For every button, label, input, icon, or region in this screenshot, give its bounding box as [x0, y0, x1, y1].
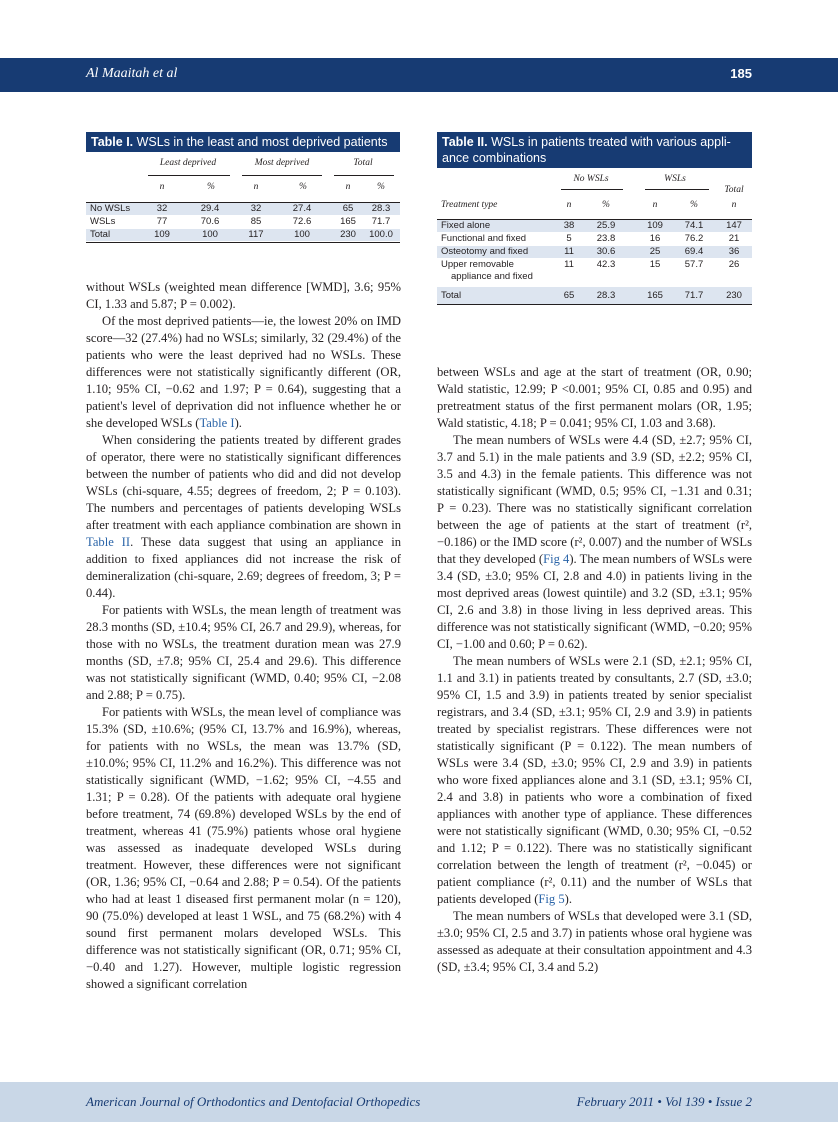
running-header-authors: Al Maaitah et al [86, 66, 178, 81]
table-2-total-label: Total [724, 185, 744, 195]
fig-5-link[interactable]: Fig 5 [538, 892, 565, 906]
table-row [437, 220, 752, 232]
table-cell: 147 [726, 220, 742, 231]
paragraph-text: The mean numbers of WSLs were 2.1 (SD, ±2.1; 95% CI, 1.1 and 3.1) in patients treated by consultants, 2.7 (SD, ±3.0; 95% CI, 1.5 and 3.9) in patients treated by senior specialist registrars, and 3.4 (SD, ±3.1; 95% CI, 2.9 and 3.9) in patients treated by specialist registrars. These differences were not statistically significant (P = 0.122). The mean numbers of WSLs were 3.4 (SD, ±3.0; 95% CI, 2.9 and 3.9) in patients who wore fixed appliances alone and 3.1 (SD, ±3.1; 95% CI, 2.4 and 3.8) in patients who wore a combination of fixed appliances with another type of appliance. These differences were not statistically significant (WMD, 0.30; 95% CI, −0.52 and 1.12; P = 0.122). There was no statistically significant correlation between the length of treatment (r², −0.045) or patient compliance (r², 0.11) and the number of WSLs that patients developed ( [437, 654, 752, 906]
table-cell: 11 [564, 246, 574, 257]
table-cell: 165 [340, 216, 356, 227]
table-cell: 117 [248, 229, 264, 240]
paragraph-text: ). [564, 892, 573, 906]
table-1-link[interactable]: Table I [199, 416, 235, 430]
table-cell: 15 [649, 259, 661, 270]
paragraph [86, 432, 401, 602]
journal-name: American Journal of Orthodontics and Dentofacial Orthopedics [86, 1094, 421, 1109]
table-row [86, 203, 400, 215]
table-2 [437, 132, 752, 301]
table-cell: 85 [250, 216, 262, 227]
paragraph: For patients with WSLs, the mean level of compliance was 15.3% (SD, ±10.6%; (95% CI, 13.7% and 16.9%), whereas, for patients with no WSLs, the mean was 13.7% (SD, ±10.0%; 95% CI, 11.2% and 16.2%). This difference was not statistically significant (WMD, −1.62; 95% CI, −4.55 and 1.31; P = 0.28). Of the patients with adequate oral hygiene before treatment, 74 (69.8%) developed WSLs by the end of treatment, whereas 41 (75.9%) patients whose oral hygiene was assessed as inadequate developed WSLs during treatment. However, these differences were not significant (OR, 1.36; 95% CI, −0.64 and 2.88; P = 0.54). Of the patients who had at least 1 diseased first permanent molar (n = 120), 90 (75.0%) developed at least 1 WSL, and 75 (68.2%) with 4 sound first permanent molars developed WSLs. This difference was not statistically significant (OR, 0.71; 95% CI, −0.40 and 1.27). However, multiple logistic regression showed a significant correlation [86, 705, 401, 991]
table-2-header [437, 168, 752, 218]
table-cell: 165 [647, 290, 663, 301]
table-cell: 76.2 [684, 233, 704, 244]
table-1-group-least: Least deprived [159, 158, 217, 168]
table-2-row-header: Treatment type [441, 200, 498, 210]
paragraph: between WSLs and age at the start of treatment (OR, 0.90; Wald statistic, 12.99; P <0.001; 95% CI, 0.85 and 0.95) and pretreatment status of the first permanent molars (OR, 1.95; Wald statistic, 4.18; P = 0.041; 95% CI, 1.03 and 3.68). [437, 365, 752, 430]
table-2-label: Table II. [442, 135, 488, 149]
table-1-sub-pct1: % [207, 182, 215, 192]
paragraph-text: . These data suggest that using an appliance in addition to fixed appliances did not increase the risk of demineralization (chi-square, 2.69; degrees of freedom, 3; P = 0.44). [86, 535, 401, 600]
paragraph-text: ). [234, 416, 242, 430]
table-cell: 69.4 [684, 246, 704, 257]
table-cell: 230 [340, 229, 356, 240]
table-cell: 100 [202, 229, 218, 240]
table-2-sub-n2: n [652, 200, 658, 210]
table-row-label: WSLs [90, 216, 116, 227]
table-cell: 70.6 [200, 216, 220, 227]
table-row [86, 216, 400, 228]
table-1-sub-n3: n [345, 182, 351, 192]
fig-4-link[interactable]: Fig 4 [543, 552, 570, 566]
table-row-label-cont: appliance and fixed [451, 271, 533, 282]
table-1-caption [86, 132, 400, 152]
table-row-label: Fixed alone [441, 220, 491, 231]
issue-info: February 2011 • Vol 139 • Issue 2 [576, 1094, 752, 1109]
left-column [86, 279, 401, 993]
table-1-group-most: Most deprived [254, 158, 310, 168]
table-cell: 74.1 [684, 220, 704, 231]
table-cell: 25 [649, 246, 661, 257]
table-cell: 32 [250, 203, 262, 214]
table-row-label: Total [441, 290, 462, 301]
table-cell: 57.7 [684, 259, 704, 270]
table-row-label: Total [90, 229, 111, 240]
table-cell: 109 [647, 220, 663, 231]
table-cell: 71.7 [371, 216, 391, 227]
table-cell: 23.8 [596, 233, 616, 244]
table-row-label: Upper removable [441, 259, 514, 270]
table-cell: 21 [728, 233, 740, 244]
table-row-label: No WSLs [90, 203, 131, 214]
paragraph: without WSLs (weighted mean difference [WMD], 3.6; 95% CI, 1.33 and 5.87; P = 0.002). [86, 280, 401, 311]
table-cell: 77 [156, 216, 168, 227]
table-2-caption [437, 132, 752, 168]
table-2-sub-n1: n [566, 200, 572, 210]
table-1 [86, 132, 400, 240]
table-cell: 42.3 [596, 259, 616, 270]
table-cell: 100 [294, 229, 310, 240]
paragraph [86, 313, 401, 432]
table-2-group-wsls: WSLs [664, 174, 686, 184]
table-cell: 16 [649, 233, 661, 244]
paragraph: For patients with WSLs, the mean length of treatment was 28.3 months (SD, ±10.4; 95% CI, 26.7 and 29.9), whereas, for those with no WSLs, the treatment duration mean was 27.9 months (SD, ±7.8; 95% CI, 25.4 and 29.6). This difference was not statistically significant (WMD, 0.40; 95% CI, −2.08 and 2.88; P = 0.75). [86, 603, 401, 702]
table-cell: 11 [564, 259, 574, 270]
table-1-sub-pct3: % [377, 182, 385, 192]
paragraph: The mean numbers of WSLs that developed were 3.1 (SD, ±3.0; 95% CI, 2.5 and 3.7) in patients whose oral hygiene was assessed as adequate at their consultation appointment and 4.3 (SD, ±3.4; 95% CI, 3.4 and 5.2) [437, 909, 752, 974]
table-cell: 28.3 [596, 290, 616, 301]
table-2-title-line2: ance combinations [442, 151, 547, 165]
table-2-link[interactable]: Table II [86, 535, 131, 549]
paragraph [437, 653, 752, 908]
table-cell: 109 [154, 229, 170, 240]
table-2-sub-n3: n [731, 200, 737, 210]
paragraph [437, 432, 752, 653]
table-cell: 25.9 [596, 220, 616, 231]
table-cell: 28.3 [371, 203, 391, 214]
paragraph-text: Of the most deprived patients—ie, the lowest 20% on IMD score—32 (27.4%) had no WSLs; similarly, 32 (29.4%) of the patients who were the least deprived had no WSLs. These differences were not statistically significantly different (OR, 1.10; 95% CI, −0.62 and 1.97; P = 0.64), suggesting that a patient's level of deprivation did not influence whether he or she developed WSLs ( [86, 314, 401, 430]
table-2-group-nowsls: No WSLs [573, 174, 609, 184]
running-header [0, 58, 838, 92]
table-2-title-line1: WSLs in patients treated with various appli- [491, 135, 731, 149]
table-1-group-total: Total [353, 158, 373, 168]
table-1-label: Table I. [91, 135, 134, 149]
running-footer [0, 1082, 838, 1122]
table-cell: 38 [563, 220, 575, 231]
page-number: 185 [730, 66, 752, 81]
table-row-label: Osteotomy and fixed [441, 246, 529, 257]
table-cell: 65 [563, 290, 575, 301]
table-cell: 100.0 [369, 229, 393, 240]
table-cell: 32 [156, 203, 168, 214]
table-cell: 230 [726, 290, 742, 301]
table-cell: 72.6 [292, 216, 312, 227]
table-cell: 26 [728, 259, 740, 270]
table-cell: 30.6 [596, 246, 616, 257]
table-row [437, 233, 752, 245]
table-1-sub-n1: n [159, 182, 165, 192]
table-cell: 36 [728, 246, 740, 257]
paragraph-text: When considering the patients treated by different grades of operator, there were no statistically significant differences between the number of patients who did and did not develop WSLs (chi-square, 4.55; degrees of freedom, 2; P = 0.103). The numbers and percentages of patients developing WSLs after treatment with each appliance combination are shown in [86, 433, 401, 532]
table-row [437, 259, 752, 285]
table-row [86, 229, 400, 241]
table-row-label: Functional and fixed [441, 233, 527, 244]
table-cell: 27.4 [292, 203, 312, 214]
table-1-sub-n2: n [253, 182, 259, 192]
table-1-title: WSLs in the least and most deprived patients [136, 135, 388, 149]
table-row [437, 246, 752, 258]
table-cell: 71.7 [684, 290, 704, 301]
right-column [437, 364, 752, 976]
table-2-sub-pct1: % [602, 200, 610, 210]
table-1-sub-pct2: % [299, 182, 307, 192]
table-row [437, 287, 752, 304]
table-2-sub-pct2: % [690, 200, 698, 210]
paragraph-text: ). The mean numbers of WSLs were 3.4 (SD, ±3.0; 95% CI, 2.8 and 4.0) in patients living in the most deprived areas (lowest quintile) and 3.2 (SD, ±3.1; 95% CI, 2.6 and 3.8) in those living in less deprived areas. This difference was not statistically significant (WMD, −0.20; 95% CI, −1.00 and 0.60; P = 0.62). [437, 552, 752, 651]
paragraph-text: The mean numbers of WSLs were 4.4 (SD, ±2.7; 95% CI, 3.7 and 5.1) in the male patients and 3.9 (SD, ±2.2; 95% CI, 3.5 and 4.3) in the female patients. This difference was not statistically significant (WMD, 0.5; 95% CI, −1.31 and 0.31; P = 0.23). There was no statistically significant correlation between the age of patients at the start of treatment (r², −0.186) or the IMD score (r², 0.007) and the number of WSLs that they developed ( [437, 433, 752, 566]
table-cell: 5 [566, 233, 572, 244]
table-cell: 65 [342, 203, 354, 214]
table-cell: 29.4 [200, 203, 220, 214]
